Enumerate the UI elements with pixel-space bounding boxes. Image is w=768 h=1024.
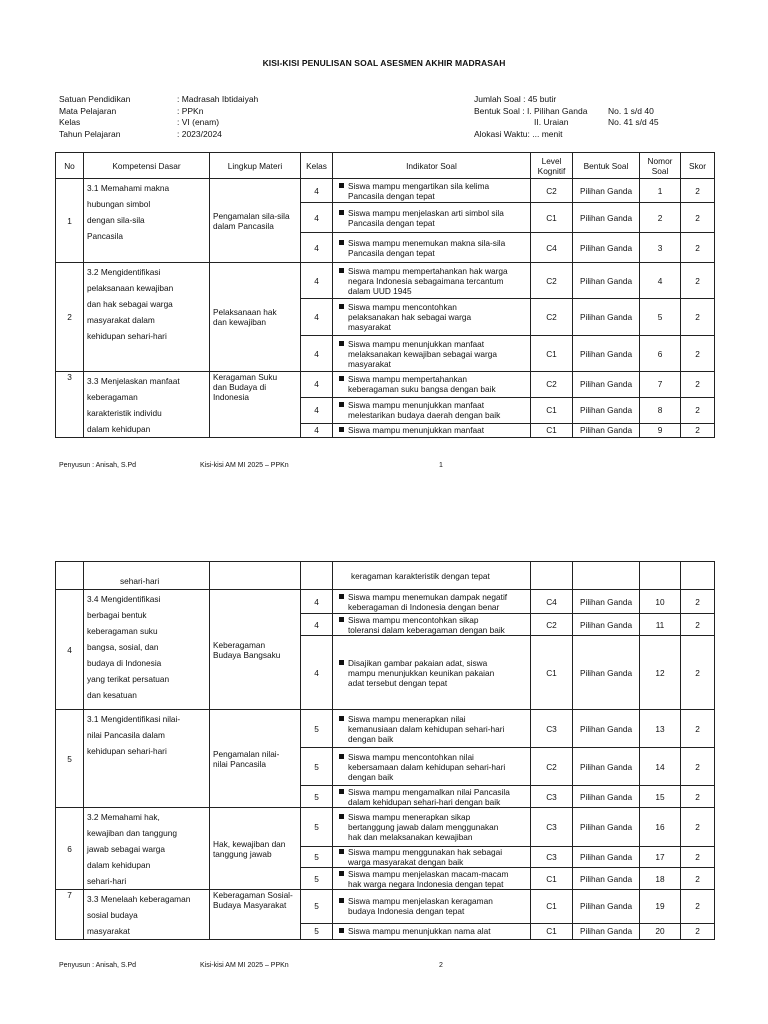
cell-indikator-soal <box>333 263 531 299</box>
cell-indikator-soal <box>333 423 531 437</box>
cell-skor: 2 <box>681 397 715 423</box>
cell-level-kognitif: C3 <box>531 846 573 868</box>
kisi-table-page-1 <box>55 152 715 438</box>
cell-nomor-soal: 10 <box>640 590 681 614</box>
satuan-label: Satuan Pendidikan <box>59 94 131 104</box>
cell-skor: 2 <box>681 203 715 233</box>
mapel-value: : PPKn <box>177 105 204 116</box>
cell-no: 3 <box>56 372 84 438</box>
cell-bentuk-soal: Pilihan Ganda <box>573 890 640 924</box>
cell-kelas: 4 <box>301 423 333 437</box>
cell-bentuk-soal: Pilihan Ganda <box>573 397 640 423</box>
bullet-square-icon <box>339 789 344 794</box>
document-title: KISI-KISI PENULISAN SOAL ASESMEN AKHIR MADRASAH <box>262 58 506 68</box>
cell-indikator-soal <box>333 748 531 786</box>
tahun-label: Tahun Pelajaran <box>59 128 121 139</box>
cell-level-kognitif: C1 <box>531 203 573 233</box>
footer-page-number: 1 <box>439 462 443 469</box>
cell-nomor-soal: 14 <box>640 748 681 786</box>
bullet-square-icon <box>339 716 344 721</box>
cell-kelas: 4 <box>301 372 333 398</box>
indikator-text: Siswa mampu menggunakan hak sebagai warga masyarakat dengan baik <box>348 847 503 868</box>
cell-nomor-soal: 2 <box>640 203 681 233</box>
cell-bentuk-soal: Pilihan Ganda <box>573 923 640 939</box>
cell-kelas: 4 <box>301 614 333 636</box>
cell-bentuk-soal: Pilihan Ganda <box>573 423 640 437</box>
table-row <box>56 263 715 299</box>
cell-indikator-soal <box>333 233 531 263</box>
bullet-square-icon <box>339 210 344 215</box>
indikator-text: Siswa mampu mempertahankan keberagaman suku bangsa dengan baik <box>348 374 496 395</box>
cell-indikator-soal <box>333 299 531 336</box>
cell-level-kognitif: C2 <box>531 263 573 299</box>
cell-bentuk-soal: Pilihan Ganda <box>573 263 640 299</box>
cell-kompetensi-dasar: 3.3 Menelaah keberagaman sosial budaya masyarakat <box>84 890 210 940</box>
identity-values <box>177 94 258 140</box>
cell-bentuk-soal: Pilihan Ganda <box>573 299 640 336</box>
footer-page-number-2: 2 <box>439 962 443 969</box>
cell-kelas: 4 <box>301 636 333 710</box>
indikator-text: Siswa mampu menerapkan nilai kemanusiaan dalam kehidupan sehari-hari dengan baik <box>348 713 505 744</box>
cell-indikator-soal <box>333 868 531 890</box>
cell-level-kognitif: C3 <box>531 710 573 748</box>
cell-kelas: 4 <box>301 336 333 372</box>
cell-bentuk-soal: Pilihan Ganda <box>573 748 640 786</box>
cell-bentuk-soal: Pilihan Ganda <box>573 179 640 203</box>
cell-nomor-soal: 11 <box>640 614 681 636</box>
cell-kelas: 4 <box>301 263 333 299</box>
bentuk-2: II. Uraian <box>534 117 569 127</box>
cell-kelas: 4 <box>301 233 333 263</box>
mapel-label: Mata Pelajaran <box>59 105 117 116</box>
table-row <box>56 808 715 847</box>
cell-skor: 2 <box>681 710 715 748</box>
cell-level-kognitif: C3 <box>531 786 573 808</box>
bentuk-label: Bentuk Soal <box>474 105 520 116</box>
cell-bentuk-soal: Pilihan Ganda <box>573 372 640 398</box>
indikator-text: Siswa mampu menjelaskan keragaman budaya Indonesia dengan tepat <box>348 896 493 917</box>
cell-kelas: 5 <box>301 923 333 939</box>
cell-kelas: 5 <box>301 890 333 924</box>
cell-level-kognitif: C1 <box>531 868 573 890</box>
cell-skor: 2 <box>681 423 715 437</box>
cell-kelas: 5 <box>301 710 333 748</box>
footer-penyusun: Penyusun : Anisah, S.Pd <box>59 462 137 469</box>
cell-level-kognitif: C2 <box>531 179 573 203</box>
cell-indikator-soal <box>333 336 531 372</box>
header-skor: Skor <box>681 153 715 179</box>
cell-bentuk-soal: Pilihan Ganda <box>573 786 640 808</box>
cell-no: 2 <box>56 263 84 372</box>
cell-skor: 2 <box>681 890 715 924</box>
table-row <box>56 179 715 203</box>
cell-lingkup-materi: Keberagaman Sosial- Budaya Masyarakat <box>210 890 301 940</box>
cell-nomor-soal: 6 <box>640 336 681 372</box>
cell-no: 7 <box>56 890 84 940</box>
indikator-text: Siswa mampu menemukan dampak negatif keberagaman di Indonesia dengan benar <box>348 591 508 612</box>
bentuk-2-range: No. 41 s/d 45 <box>608 117 659 127</box>
cell-no: 4 <box>56 590 84 710</box>
cell-indikator-soal <box>333 636 531 710</box>
indikator-text: Siswa mampu menunjukkan manfaat melaksanakan kewajiban sebagai warga masyarakat <box>348 338 497 369</box>
cell-nomor-soal: 13 <box>640 710 681 748</box>
table-row <box>56 710 715 748</box>
cell-nomor-soal: 4 <box>640 263 681 299</box>
indikator-text: Siswa mampu mengamalkan nilai Pancasila dalam kehidupan sehari-hari dengan baik <box>348 786 510 807</box>
identity-left <box>59 94 130 140</box>
cell-level-kognitif: C2 <box>531 299 573 336</box>
header-kelas: Kelas <box>301 153 333 179</box>
cell-skor: 2 <box>681 614 715 636</box>
jumlah-value: : 45 butir <box>523 94 557 104</box>
bullet-square-icon <box>339 871 344 876</box>
header-bentuk-soal: Bentuk Soal <box>573 153 640 179</box>
indikator-text: Siswa mampu mengartikan sila kelima Pancasila dengan tepat <box>348 180 490 201</box>
cell-bentuk-soal: Pilihan Ganda <box>573 636 640 710</box>
indikator-text: Siswa mampu mencontohkan nilai kebersamaan dalam kehidupan sehari-hari dengan baik <box>348 751 506 782</box>
cell-kelas: 5 <box>301 808 333 847</box>
indikator-text: Siswa mampu menunjukkan manfaat melestarikan budaya daerah dengan baik <box>348 400 501 421</box>
cell-kompetensi-dasar: 3.2 Mengidentifikasi pelaksanaan kewajiban dan hak sebagai warga masyarakat dalam kehidupan sehari-hari <box>84 263 210 372</box>
cell-bentuk-soal: Pilihan Ganda <box>573 233 640 263</box>
cell-bentuk-soal: Pilihan Ganda <box>573 336 640 372</box>
cell-skor: 2 <box>681 263 715 299</box>
cell-nomor-soal: 20 <box>640 923 681 939</box>
cell-bentuk-soal: Pilihan Ganda <box>573 614 640 636</box>
indikator-text: Siswa mampu menjelaskan arti simbol sila Pancasila dengan tepat <box>348 207 504 228</box>
header-indikator-soal: Indikator Soal <box>333 153 531 179</box>
cell-level-kognitif: C2 <box>531 372 573 398</box>
cell-skor: 2 <box>681 808 715 847</box>
cell-level-kognitif: C3 <box>531 808 573 847</box>
identity-right <box>474 94 587 140</box>
kisi-table-page-2 <box>55 561 715 940</box>
cell-bentuk-soal: Pilihan Ganda <box>573 710 640 748</box>
cell-no: 6 <box>56 808 84 890</box>
continuation-indikator: keragaman karakteristik dengan tepat <box>333 562 531 590</box>
cell-skor: 2 <box>681 786 715 808</box>
cell-nomor-soal: 16 <box>640 808 681 847</box>
cell-indikator-soal <box>333 179 531 203</box>
cell-skor: 2 <box>681 372 715 398</box>
cell-level-kognitif: C1 <box>531 336 573 372</box>
bullet-square-icon <box>339 376 344 381</box>
bullet-square-icon <box>339 341 344 346</box>
bentuk-1: : I. Pilihan Ganda <box>522 105 588 116</box>
bullet-square-icon <box>339 849 344 854</box>
cell-bentuk-soal: Pilihan Ganda <box>573 590 640 614</box>
cell-kelas: 5 <box>301 868 333 890</box>
cell-no: 5 <box>56 710 84 808</box>
cell-level-kognitif: C2 <box>531 614 573 636</box>
indikator-text: Siswa mampu menerapkan sikap bertanggung jawab dalam menggunakan hak dan melaksanakan kewajiban <box>348 811 499 842</box>
cell-skor: 2 <box>681 923 715 939</box>
bullet-square-icon <box>339 268 344 273</box>
cell-skor: 2 <box>681 748 715 786</box>
cell-lingkup-materi: Pengamalan nilai- nilai Pancasila <box>210 710 301 808</box>
cell-lingkup-materi: Keragaman Suku dan Budaya di Indonesia <box>210 372 301 438</box>
cell-level-kognitif: C2 <box>531 748 573 786</box>
cell-level-kognitif: C1 <box>531 890 573 924</box>
table-row <box>56 890 715 924</box>
cell-level-kognitif: C4 <box>531 590 573 614</box>
footer-doc-name-2: Kisi-kisi AM MI 2025 – PPKn <box>200 962 289 969</box>
cell-skor: 2 <box>681 846 715 868</box>
cell-lingkup-materi: Hak, kewajiban dan tanggung jawab <box>210 808 301 890</box>
indikator-text: Siswa mampu menunjukkan manfaat <box>348 425 485 436</box>
bullet-square-icon <box>339 754 344 759</box>
cell-bentuk-soal: Pilihan Ganda <box>573 868 640 890</box>
satuan-value: : Madrasah Ibtidaiyah <box>177 94 259 104</box>
alokasi-waktu: Alokasi Waktu: ... menit <box>474 128 563 139</box>
cell-lingkup-materi: Pelaksanaan hak dan kewajiban <box>210 263 301 372</box>
cell-kelas: 4 <box>301 203 333 233</box>
bullet-square-icon <box>339 240 344 245</box>
footer-doc-name: Kisi-kisi AM MI 2025 – PPKn <box>200 462 289 469</box>
header-no: No <box>56 153 84 179</box>
cell-kompetensi-dasar: 3.1 Mengidentifikasi nilai- nilai Pancasila dalam kehidupan sehari-hari <box>84 710 210 808</box>
cell-no: 1 <box>56 179 84 263</box>
kelas-label: Kelas <box>59 117 81 127</box>
continuation-kd: sehari-hari <box>84 562 210 590</box>
cell-indikator-soal <box>333 846 531 868</box>
cell-indikator-soal <box>333 372 531 398</box>
continuation-row <box>56 562 715 590</box>
indikator-text: Siswa mampu mencontohkan sikap toleransi dalam keberagaman dengan baik <box>348 614 505 635</box>
cell-bentuk-soal: Pilihan Ganda <box>573 203 640 233</box>
table-row <box>56 590 715 614</box>
header-nomor-soal: Nomor Soal <box>640 153 681 179</box>
bullet-square-icon <box>339 660 344 665</box>
cell-level-kognitif: C1 <box>531 636 573 710</box>
cell-skor: 2 <box>681 336 715 372</box>
header-kompetensi-dasar: Kompetensi Dasar <box>84 153 210 179</box>
indikator-text: Disajikan gambar pakaian adat, siswa mampu menunjukkan keunikan pakaian adat tersebut dengan tepat <box>348 657 495 688</box>
cell-kelas: 4 <box>301 397 333 423</box>
cell-nomor-soal: 19 <box>640 890 681 924</box>
cell-skor: 2 <box>681 590 715 614</box>
cell-indikator-soal <box>333 710 531 748</box>
cell-kelas: 5 <box>301 748 333 786</box>
table-header-row <box>56 153 715 179</box>
bullet-square-icon <box>339 402 344 407</box>
cell-indikator-soal <box>333 203 531 233</box>
cell-kelas: 4 <box>301 299 333 336</box>
cell-nomor-soal: 12 <box>640 636 681 710</box>
cell-level-kognitif: C1 <box>531 923 573 939</box>
bullet-square-icon <box>339 304 344 309</box>
cell-skor: 2 <box>681 299 715 336</box>
bullet-square-icon <box>339 898 344 903</box>
bullet-square-icon <box>339 427 344 432</box>
cell-indikator-soal <box>333 614 531 636</box>
cell-kompetensi-dasar: 3.2 Memahami hak, kewajiban dan tanggung jawab sebagai warga dalam kehidupan sehari-hari <box>84 808 210 890</box>
table-row <box>56 372 715 398</box>
cell-bentuk-soal: Pilihan Ganda <box>573 808 640 847</box>
bullet-square-icon <box>339 617 344 622</box>
bentuk-1-range: No. 1 s/d 40 <box>608 105 654 116</box>
cell-nomor-soal: 15 <box>640 786 681 808</box>
bullet-square-icon <box>339 928 344 933</box>
footer-penyusun-2: Penyusun : Anisah, S.Pd <box>59 962 137 969</box>
header-level-kognitif: Level Kognitif <box>531 153 573 179</box>
cell-kelas: 5 <box>301 846 333 868</box>
indikator-text: Siswa mampu menjelaskan macam-macam hak warga negara Indonesia dengan tepat <box>348 868 509 889</box>
cell-nomor-soal: 8 <box>640 397 681 423</box>
cell-level-kognitif: C1 <box>531 423 573 437</box>
cell-nomor-soal: 5 <box>640 299 681 336</box>
cell-indikator-soal <box>333 890 531 924</box>
cell-nomor-soal: 3 <box>640 233 681 263</box>
cell-indikator-soal <box>333 808 531 847</box>
indikator-text: Siswa mampu mempertahankan hak warga negara Indonesia sebagaimana tercantum dalam UUD 1945 <box>348 265 508 296</box>
cell-kompetensi-dasar: 3.4 Mengidentifikasi berbagai bentuk keberagaman suku bangsa, sosial, dan budaya di Indonesia yang terikat persatuan dan kesatuan <box>84 590 210 710</box>
cell-lingkup-materi: Pengamalan sila-sila dalam Pancasila <box>210 179 301 263</box>
cell-bentuk-soal: Pilihan Ganda <box>573 846 640 868</box>
indikator-text: Siswa mampu menunjukkan nama alat <box>348 926 491 937</box>
bullet-square-icon <box>339 814 344 819</box>
cell-indikator-soal <box>333 590 531 614</box>
jumlah-label: Jumlah Soal <box>474 94 521 104</box>
cell-kompetensi-dasar: 3.1 Memahami makna hubungan simbol dengan sila-sila Pancasila <box>84 179 210 263</box>
cell-nomor-soal: 1 <box>640 179 681 203</box>
cell-level-kognitif: C4 <box>531 233 573 263</box>
bullet-square-icon <box>339 183 344 188</box>
kelas-value: : VI (enam) <box>177 117 220 127</box>
cell-kelas: 4 <box>301 179 333 203</box>
bullet-square-icon <box>339 594 344 599</box>
cell-nomor-soal: 17 <box>640 846 681 868</box>
cell-nomor-soal: 9 <box>640 423 681 437</box>
cell-skor: 2 <box>681 179 715 203</box>
indikator-text: Siswa mampu mencontohkan pelaksanakan hak sebagai warga masyarakat <box>348 302 472 332</box>
cell-kelas: 5 <box>301 786 333 808</box>
cell-level-kognitif: C1 <box>531 397 573 423</box>
cell-kelas: 4 <box>301 590 333 614</box>
cell-indikator-soal <box>333 786 531 808</box>
cell-skor: 2 <box>681 868 715 890</box>
cell-nomor-soal: 18 <box>640 868 681 890</box>
cell-kompetensi-dasar: 3.3 Menjelaskan manfaat keberagaman karakteristik individu dalam kehidupan <box>84 372 210 438</box>
cell-indikator-soal <box>333 923 531 939</box>
cell-lingkup-materi: Keberagaman Budaya Bangsaku <box>210 590 301 710</box>
cell-skor: 2 <box>681 233 715 263</box>
cell-skor: 2 <box>681 636 715 710</box>
cell-indikator-soal <box>333 397 531 423</box>
indikator-text: Siswa mampu menemukan makna sila-sila Pancasila dengan tepat <box>348 237 506 258</box>
tahun-value: : 2023/2024 <box>177 128 222 139</box>
cell-nomor-soal: 7 <box>640 372 681 398</box>
header-lingkup-materi: Lingkup Materi <box>210 153 301 179</box>
